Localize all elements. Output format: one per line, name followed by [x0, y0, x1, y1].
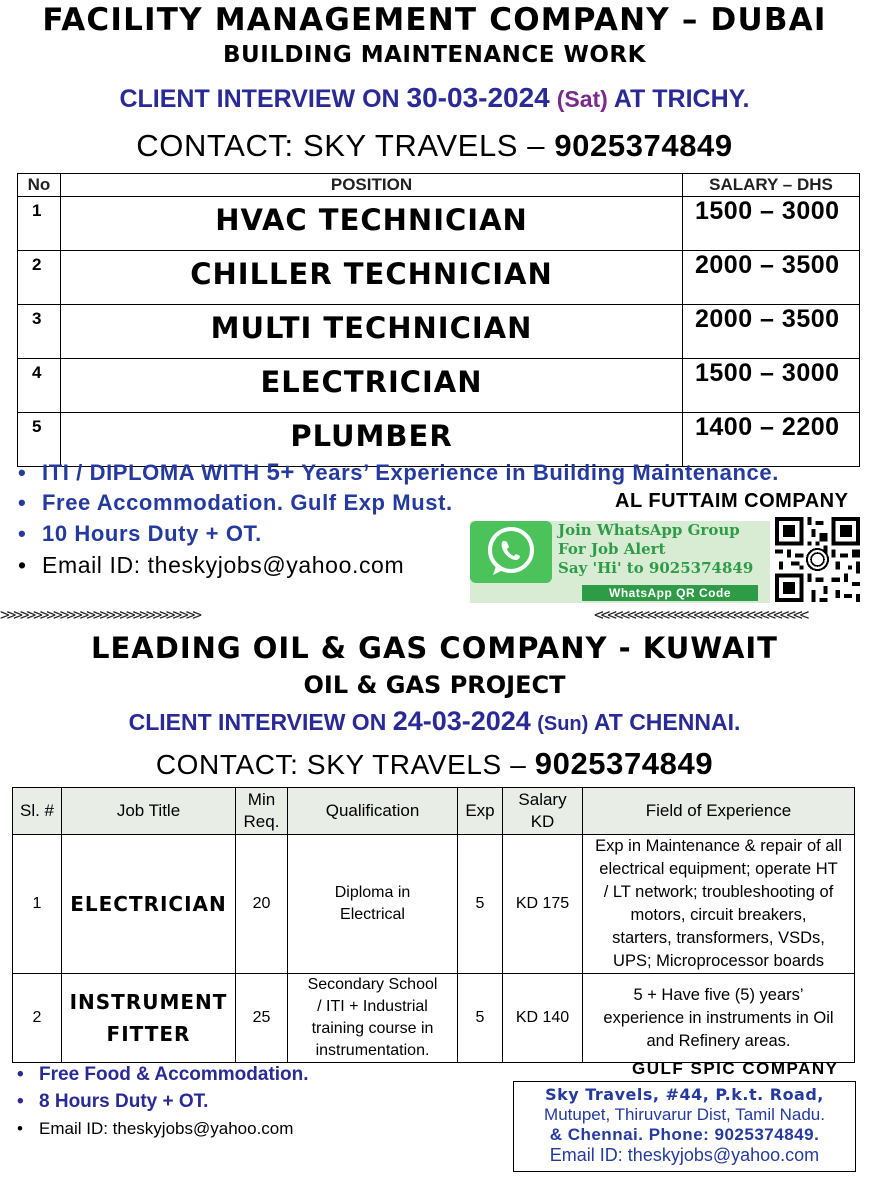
- row-sl: 1: [13, 835, 62, 974]
- row-position: CHILLER TECHNICIAN: [61, 251, 683, 305]
- row-position: HVAC TECHNICIAN: [61, 197, 683, 251]
- bullet-text: ITI / DIPLOMA WITH: [42, 460, 267, 485]
- list-item: [17, 1091, 309, 1119]
- field-line: and Refinery areas.: [646, 1031, 791, 1050]
- contact-prefix: CONTACT: SKY TRAVELS –: [155, 749, 535, 780]
- row-min-req: 25: [236, 974, 288, 1063]
- contact-prefix: CONTACT: SKY TRAVELS –: [136, 128, 555, 163]
- field-line: UPS; Microprocessor boards: [613, 952, 824, 970]
- divider-right: <<<<<<<<<<<<<<<<<<<<<<<<<<<<<<<<: [594, 605, 807, 624]
- table-row: [18, 359, 860, 413]
- bullet-text: 8 Hours Duty + OT.: [39, 1091, 209, 1112]
- bullet-text: Free Food & Accommodation.: [39, 1064, 309, 1085]
- bullet-dot: •: [18, 490, 27, 515]
- interview-date: 30-03-2024: [406, 82, 550, 113]
- table-row: [13, 974, 855, 1063]
- table-row: [13, 835, 855, 974]
- contact-phone: 9025374849: [554, 128, 733, 163]
- header-line: Salary: [518, 790, 567, 809]
- divider-left: >>>>>>>>>>>>>>>>>>>>>>>>>>>>>>: [0, 605, 199, 624]
- bullet-text: Years’ Experience in Building Maintenance.: [295, 460, 779, 485]
- qr-code-icon[interactable]: [775, 517, 860, 602]
- whatsapp-line: Say 'Hi' to 9025374849: [558, 559, 754, 577]
- header-line: Min: [247, 790, 276, 809]
- qual-line: / ITI + Industrial: [317, 998, 428, 1015]
- header-salary: SALARY – DHS: [683, 174, 860, 197]
- bullet-dot: •: [18, 552, 27, 578]
- row-salary: 1500 – 3000: [683, 359, 860, 413]
- bullet-dot: •: [17, 1064, 24, 1085]
- field-line: experience in instruments in Oil: [603, 1008, 834, 1027]
- address-email: Email ID: theskyjobs@yahoo.com: [549, 1145, 820, 1165]
- interview-location: AT TRICHY.: [607, 85, 750, 113]
- row-exp: 5: [458, 835, 503, 974]
- interview-day: (Sun): [537, 713, 589, 735]
- list-item: [17, 1064, 309, 1091]
- dubai-contact-line: [0, 128, 869, 164]
- interview-location: AT CHENNAI.: [588, 709, 741, 735]
- qual-line: instrumentation.: [315, 1042, 430, 1059]
- row-qualification: [288, 835, 458, 974]
- header-salary: [503, 788, 583, 835]
- list-item: [17, 1119, 309, 1139]
- field-line: motors, circuit breakers,: [630, 906, 807, 924]
- kuwait-subtitle: OIL & GAS PROJECT: [303, 671, 566, 699]
- bullet-dot: •: [18, 521, 27, 546]
- row-no: 5: [18, 413, 61, 467]
- row-no: 4: [18, 359, 61, 413]
- address-line: & Chennai. Phone: 9025374849.: [549, 1125, 820, 1144]
- header-position: POSITION: [61, 174, 683, 197]
- row-no: 2: [18, 251, 61, 305]
- row-salary: 2000 – 3500: [683, 305, 860, 359]
- whatsapp-line: Join WhatsApp Group: [558, 521, 740, 539]
- bullet-dot: •: [18, 460, 27, 485]
- qual-line: Diploma in: [334, 884, 411, 901]
- header-sl: Sl. #: [13, 788, 62, 835]
- kuwait-positions-table: [12, 787, 855, 1063]
- list-item: [18, 459, 779, 490]
- table-header-row: [18, 174, 860, 197]
- row-qualification: [288, 974, 458, 1063]
- header-qualification: Qualification: [288, 788, 458, 835]
- whatsapp-line: For Job Alert: [558, 540, 666, 558]
- job-line: INSTRUMENT: [69, 990, 228, 1014]
- row-salary: 1400 – 2200: [683, 413, 860, 467]
- row-position: ELECTRICIAN: [61, 359, 683, 413]
- header-line: Req.: [243, 812, 280, 831]
- row-exp: 5: [458, 974, 503, 1063]
- qual-line: Electrical: [340, 906, 405, 923]
- row-job-title: [62, 974, 236, 1063]
- contact-phone: 9025374849: [534, 746, 714, 781]
- interview-date: 24-03-2024: [392, 706, 531, 736]
- email-text: Email ID: theskyjobs@yahoo.com: [42, 552, 405, 578]
- row-no: 3: [18, 305, 61, 359]
- table-header-row: [13, 788, 855, 835]
- bullet-text: 10 Hours Duty + OT.: [42, 521, 262, 546]
- row-salary: KD 140: [503, 974, 583, 1063]
- row-salary: KD 175: [503, 835, 583, 974]
- row-min-req: 20: [236, 835, 288, 974]
- dubai-interview-line: [0, 82, 869, 114]
- dubai-subtitle: BUILDING MAINTENANCE WORK: [223, 42, 646, 68]
- qual-line: Secondary School: [307, 976, 438, 993]
- bullet-dot: •: [17, 1091, 24, 1112]
- row-no: 1: [18, 197, 61, 251]
- kuwait-contact-line: [0, 746, 869, 782]
- dubai-company-name: AL FUTTAIM COMPANY: [615, 490, 849, 512]
- header-min-req: [236, 788, 288, 835]
- table-row: [18, 305, 860, 359]
- field-line: Exp in Maintenance & repair of all: [595, 837, 842, 855]
- row-position: PLUMBER: [61, 413, 683, 467]
- kuwait-title: LEADING OIL & GAS COMPANY - KUWAIT: [91, 631, 778, 665]
- whatsapp-icon: [470, 521, 552, 583]
- bullet-text: Free Accommodation. Gulf Exp Must.: [42, 490, 453, 515]
- field-line: / LT network; troubleshooting of: [603, 883, 834, 901]
- job-line: FITTER: [106, 1022, 191, 1046]
- dubai-positions-table: [17, 173, 860, 467]
- address-box: [513, 1081, 856, 1172]
- whatsapp-banner[interactable]: [470, 521, 770, 603]
- table-row: [18, 251, 860, 305]
- kuwait-company-name: GULF SPIC COMPANY: [632, 1059, 839, 1078]
- address-line: Mutupet, Thiruvarur Dist, Tamil Nadu.: [544, 1105, 825, 1124]
- address-line: Sky Travels, #44, P.k.t. Road,: [545, 1085, 824, 1104]
- interview-prefix: CLIENT INTERVIEW ON: [128, 709, 393, 735]
- bullet-dot: •: [17, 1119, 23, 1138]
- interview-day: (Sat): [556, 86, 608, 112]
- row-job-title: [62, 835, 236, 974]
- header-job-title: Job Title: [62, 788, 236, 835]
- interview-prefix: CLIENT INTERVIEW ON: [119, 85, 407, 113]
- dubai-title: FACILITY MANAGEMENT COMPANY – DUBAI: [42, 2, 827, 38]
- qr-label: WhatsApp QR Code: [582, 585, 758, 601]
- row-sl: 2: [13, 974, 62, 1063]
- header-line: KD: [530, 812, 555, 831]
- qual-line: training course in: [311, 1020, 434, 1037]
- header-field-of-experience: Field of Experience: [583, 788, 855, 835]
- row-field-of-experience: [583, 974, 855, 1063]
- row-field-of-experience: [583, 835, 855, 974]
- job-line: ELECTRICIAN: [70, 892, 227, 916]
- field-line: 5 + Have five (5) years’: [633, 985, 804, 1004]
- bullet-emphasis: 5+: [266, 459, 296, 486]
- row-salary: 2000 – 3500: [683, 251, 860, 305]
- kuwait-benefits-list: [17, 1064, 309, 1139]
- table-row: [18, 197, 860, 251]
- field-line: starters, transformers, VSDs,: [612, 929, 825, 947]
- field-line: electrical equipment; operate HT: [599, 860, 838, 878]
- row-salary: 1500 – 3000: [683, 197, 860, 251]
- header-exp: Exp: [458, 788, 503, 835]
- header-no: No: [18, 174, 61, 197]
- email-text: Email ID: theskyjobs@yahoo.com: [39, 1119, 294, 1138]
- kuwait-interview-line: [0, 706, 869, 737]
- row-position: MULTI TECHNICIAN: [61, 305, 683, 359]
- whatsapp-text: [558, 521, 753, 578]
